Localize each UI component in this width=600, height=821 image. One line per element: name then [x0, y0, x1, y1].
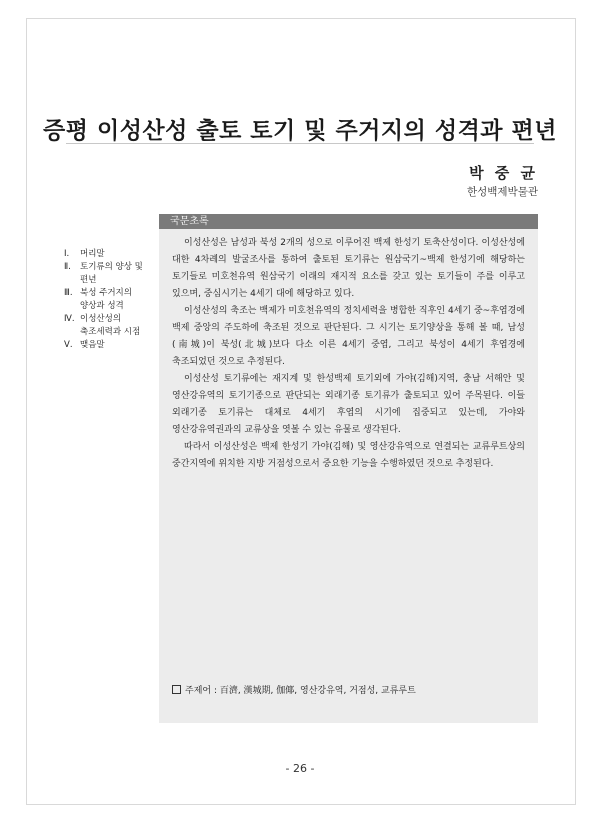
toc-item-label: 북성 주거지의	[80, 288, 132, 298]
title-divider	[66, 143, 534, 144]
keywords-text: 주제어 : 百濟, 漢城期, 伽倻, 영산강유역, 거점성, 교류루트	[185, 686, 416, 696]
abstract-paragraph: 이성산성은 남성과 북성 2개의 성으로 이루어진 백제 한성기 토축산성이다. 이성산성에 대한 4차례의 발굴조사를 통하여 출토된 토기류는 원삼국기~백제 한성기에 해당하는 토기들로 미호천유역 원삼국기 이래의 재지적 요소를 갖고 있는 토기들이 주를 이루고 있으며, 중심시기는 4세기 대에 해당하고 있다.	[172, 238, 525, 299]
keywords-line	[172, 683, 416, 696]
abstract-paragraph: 이성산성의 축조는 백제가 미호천유역의 정치세력을 병합한 직후인 4세기 중~후엽경에 백제 중앙의 주도하에 축조된 것으로 판단된다. 그 시기는 토기양상을 통해 볼 때, 남성(南城)이 북성(北城)보다 다소 이른 4세기 중엽, 그리고 북성이 4세기 후엽경에 축조되었던 것으로 추정된다.	[172, 306, 525, 367]
checkbox-square-icon	[172, 685, 181, 694]
toc-item-number: Ⅲ.	[64, 288, 73, 298]
abstract-heading: 국문초록	[159, 214, 538, 229]
abstract-paragraph: 따라서 이성산성은 백제 한성기 가야(김해) 및 영산강유역으로 연결되는 교류루트상의 중간지역에 위치한 지방 거점성으로서 중요한 기능을 수행하였던 것으로 추정된다.	[172, 442, 525, 469]
toc-item-number: Ⅰ.	[64, 249, 70, 259]
toc-item-number: Ⅳ.	[64, 314, 75, 324]
toc-item	[64, 261, 156, 287]
author-affiliation: 한성백제박물관	[466, 186, 538, 198]
paper-title: 증평 이성산성 출토 토기 및 주거지의 성격과 편년	[43, 117, 557, 144]
abstract-box	[159, 229, 538, 723]
table-of-contents	[64, 248, 156, 352]
toc-item-label-continued: 양상과 성격	[80, 301, 124, 311]
toc-item-label: 토기류의 양상 및	[80, 262, 143, 272]
toc-item	[64, 248, 156, 261]
toc-item-label-continued: 편년	[80, 275, 97, 285]
abstract-body	[172, 235, 525, 473]
author-name: 박 중 균	[469, 164, 538, 182]
toc-item-number: Ⅱ.	[64, 262, 71, 272]
toc-item-label-continued: 축조세력과 시점	[80, 327, 141, 337]
toc-item-label: 머리말	[80, 249, 105, 259]
abstract-paragraph: 이성산성 토기류에는 재지계 및 한성백제 토기외에 가야(김해)지역, 충남 서해안 및 영산강유역의 토기기종으로 판단되는 외래기종 토기류가 출토되고 있어 주목된다. 이들 외래기종 토기류는 대체로 4세기 후엽의 시기에 집중되고 있는데, 가야와 영산강유역권과의 교류상을 엿볼 수 있는 유물로 생각된다.	[172, 374, 525, 435]
toc-item-label: 이성산성의	[80, 314, 122, 324]
toc-item	[64, 313, 156, 339]
toc-item-number: Ⅴ.	[64, 340, 73, 350]
page-number: - 26 -	[285, 762, 315, 775]
toc-item	[64, 287, 156, 313]
toc-item	[64, 339, 156, 352]
toc-item-label: 맺음말	[80, 340, 105, 350]
